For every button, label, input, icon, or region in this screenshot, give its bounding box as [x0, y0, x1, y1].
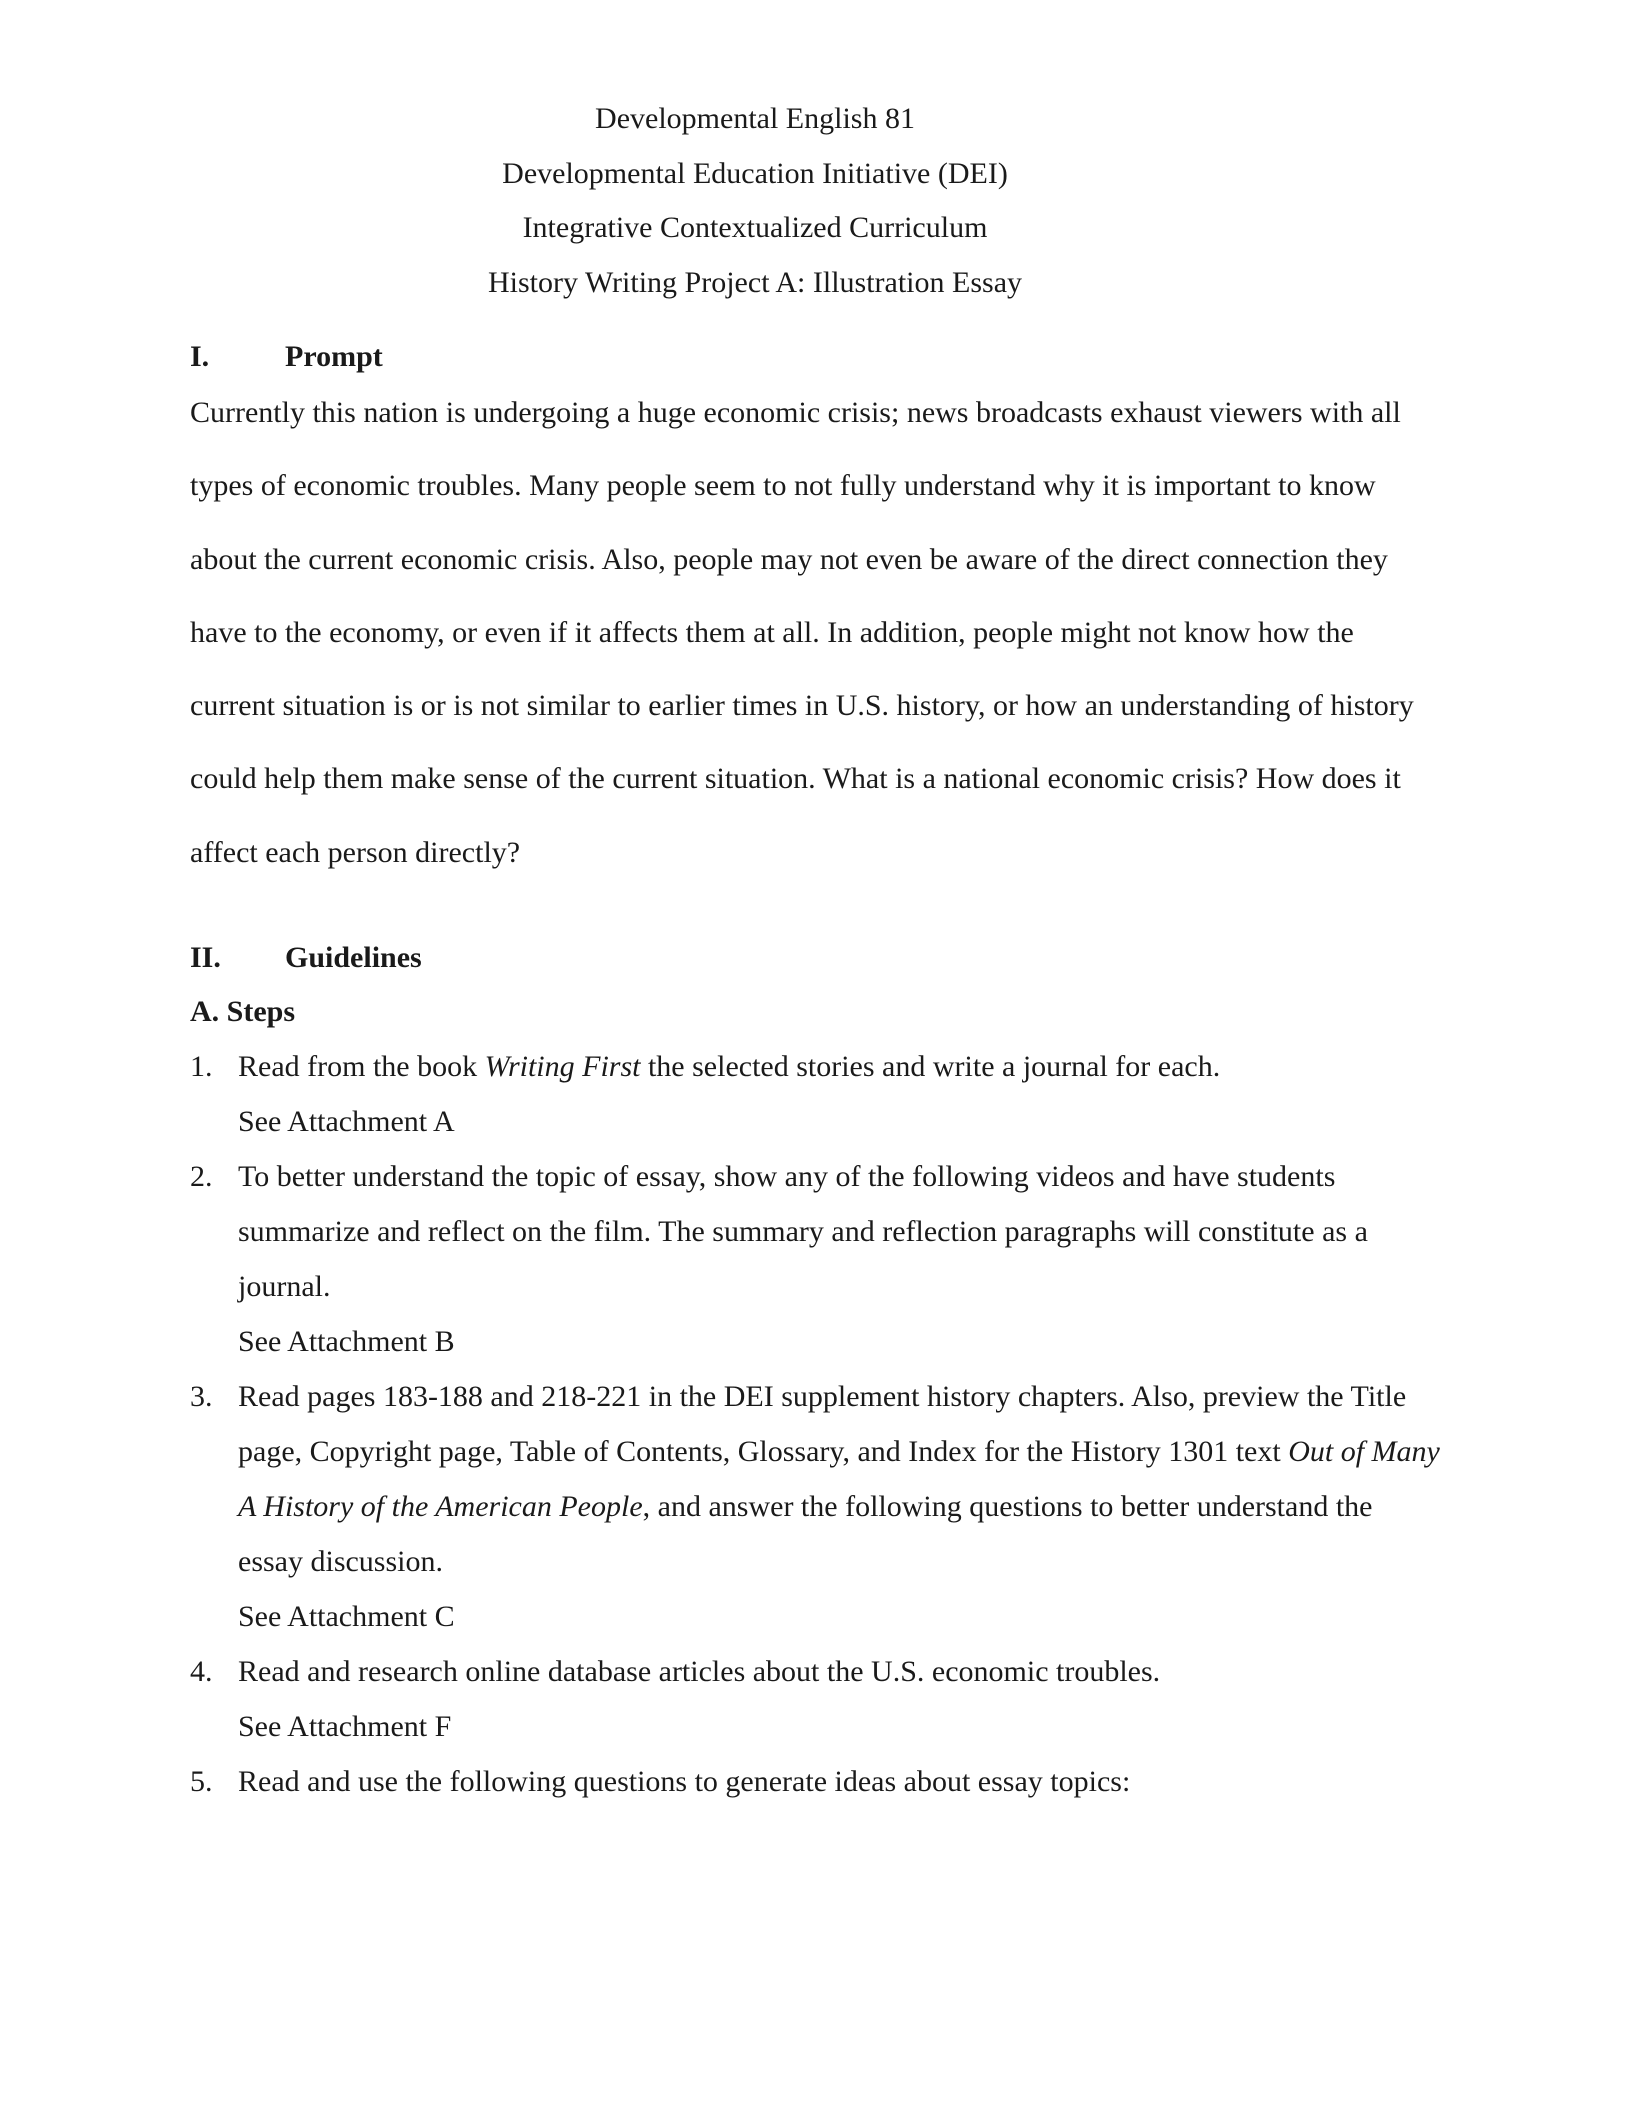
project-title: History Writing Project A: Illustration Essay — [487, 265, 1023, 299]
book-title: Writing First — [484, 1050, 641, 1084]
curriculum-title: Integrative Contextualized Curriculum — [522, 211, 988, 244]
attachment-reference: See Attachment F — [238, 1710, 452, 1744]
list-item — [190, 1754, 1440, 1809]
step-text — [238, 1039, 1440, 1094]
section-number: II. — [190, 941, 221, 975]
step-text: Read and research online database articles about the U.S. economic troubles. — [238, 1655, 1161, 1689]
step-text — [238, 1369, 1440, 1589]
step-number: 4. — [190, 1655, 213, 1689]
step-text-part: the selected stories and write a journal for each. — [640, 1050, 1221, 1084]
step-text-part: , and answer the following questions to better understand the essay discussion. — [238, 1490, 1373, 1579]
step-number: 1. — [190, 1050, 213, 1084]
attachment-reference: See Attachment A — [238, 1105, 455, 1139]
step-number: 2. — [190, 1160, 213, 1194]
document-page — [190, 92, 1440, 1809]
step-text: Read and use the following questions to generate ideas about essay topics: — [238, 1765, 1131, 1799]
attachment-reference: See Attachment C — [238, 1600, 455, 1634]
list-item — [190, 1369, 1440, 1644]
section-heading-prompt — [190, 330, 1440, 384]
step-text-part: Read pages 183-188 and 218-221 in the DEI supplement history chapters. Also, preview the Title page, Copyright page, Table of Contents, Glossary, and Index for the History 1301 text — [238, 1380, 1407, 1469]
step-number: 5. — [190, 1765, 213, 1799]
prompt-paragraph: Currently this nation is undergoing a huge economic crisis; news broadcasts exhaust viewers with all types of economic troubles. Many people seem to not fully understand why it is important to know about the current economic crisis. Also, people may not even be aware of the direct connection they have to the economy, or even if it affects them at all. In addition, people might not know how the current situation is or is not similar to earlier times in U.S. history, or how an understanding of history could help them make sense of the current situation. What is a national economic crisis? How does it affect each person directly? — [190, 396, 1414, 869]
step-text: To better understand the topic of essay, show any of the following videos and have students summarize and reflect on the film. The summary and reflection paragraphs will constitute as a journal. — [238, 1160, 1368, 1304]
step-text-part: Read from the book — [238, 1050, 485, 1084]
initiative-title: Developmental Education Initiative (DEI) — [502, 156, 1008, 190]
step-number: 3. — [190, 1380, 213, 1414]
list-item — [190, 1149, 1440, 1369]
section-number: I. — [190, 340, 210, 373]
course-title: Developmental English 81 — [595, 102, 915, 135]
steps-subheading: A. Steps — [190, 995, 296, 1029]
section-heading-guidelines — [190, 931, 1440, 985]
list-item — [190, 1644, 1440, 1754]
section-title: Guidelines — [285, 941, 422, 975]
document-header — [130, 92, 1380, 310]
attachment-reference: See Attachment B — [238, 1325, 455, 1359]
section-title: Prompt — [285, 340, 383, 373]
book-title: Out of Many A History of the American People — [238, 1435, 1440, 1524]
list-item — [190, 1039, 1440, 1149]
steps-list — [190, 1039, 1440, 1809]
